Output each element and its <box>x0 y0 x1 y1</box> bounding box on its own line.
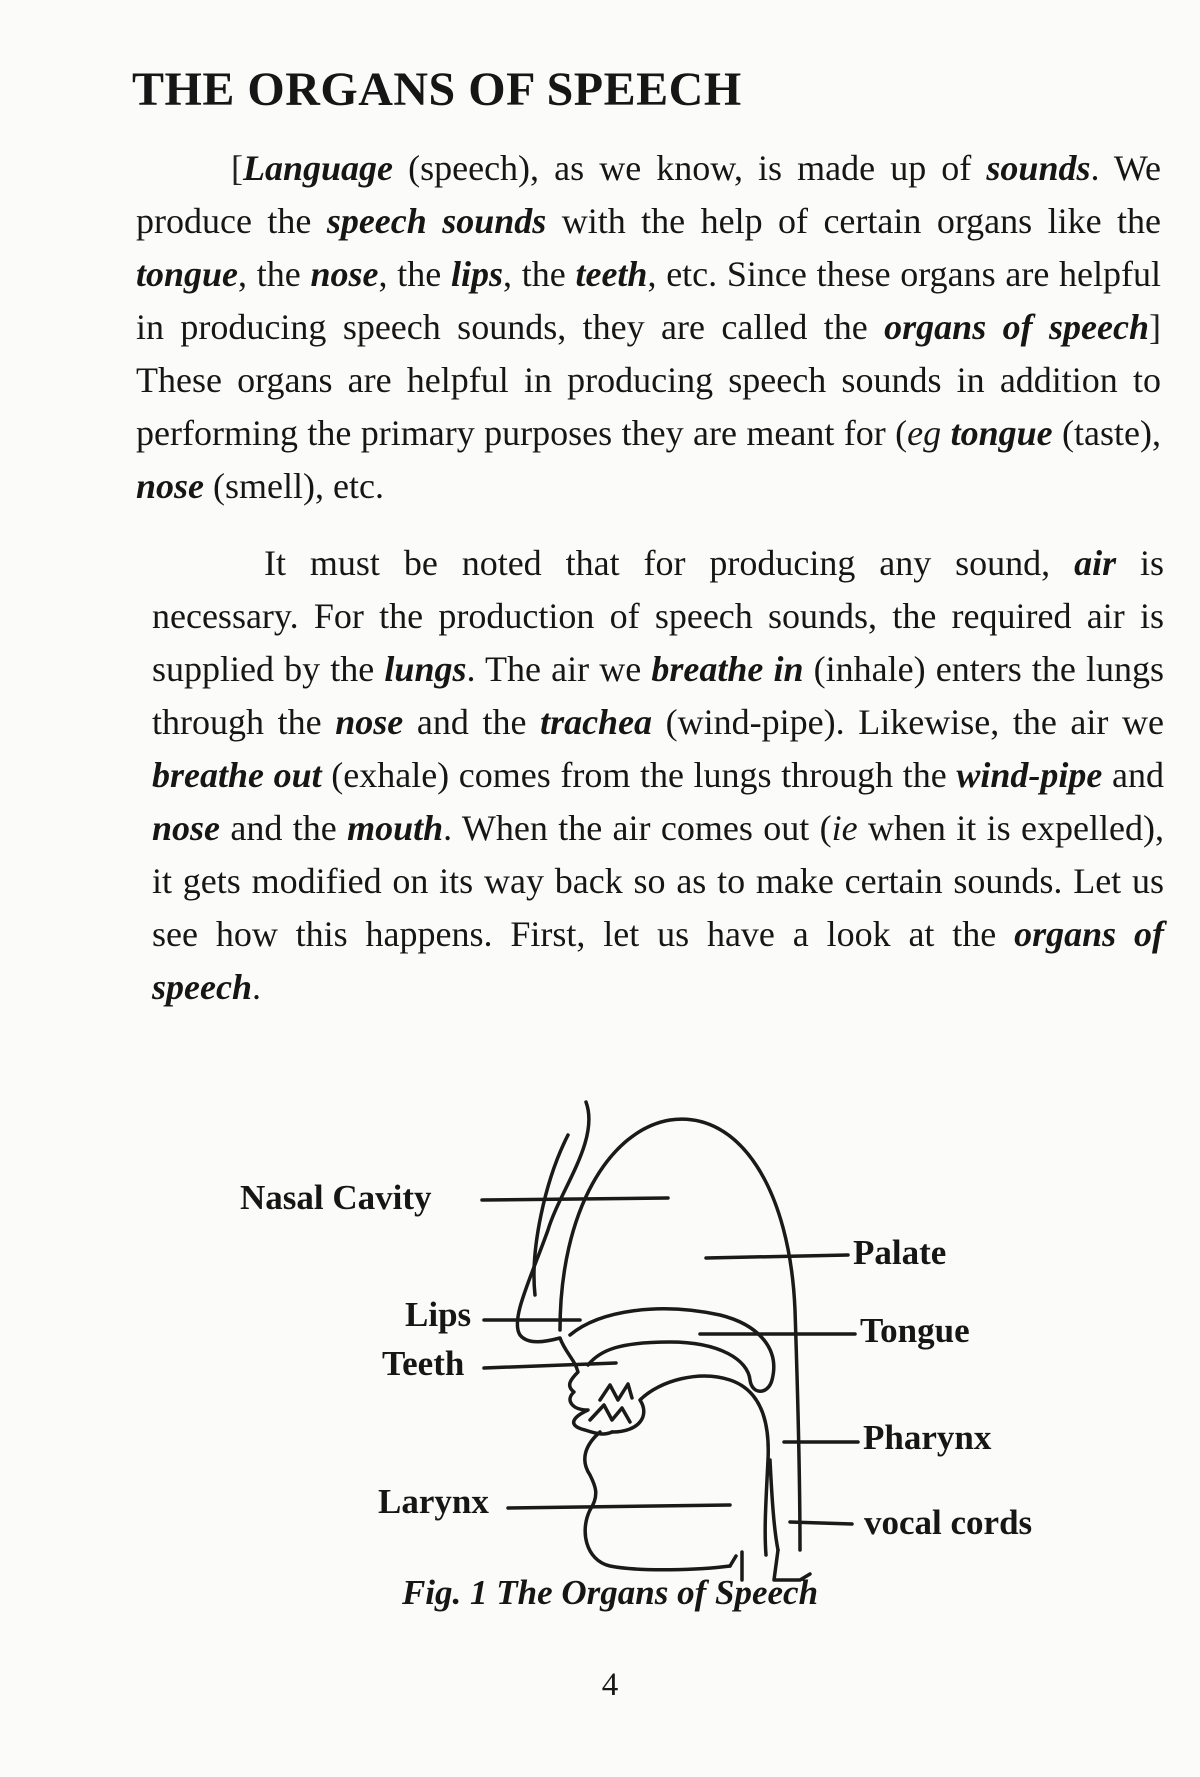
term-breathe-in: breathe in <box>651 649 804 689</box>
teeth-lower <box>590 1405 630 1422</box>
label-lips: Lips <box>405 1295 472 1334</box>
margin-bracket-close: ] <box>1149 307 1161 347</box>
term-nose-exhale: nose <box>152 808 221 848</box>
term-nose-air: nose <box>335 702 404 742</box>
term-nose-smell: nose <box>136 466 205 506</box>
paragraph-air: It must be noted that for producing any sound, air is necessary. For the production of speech sounds, the required air is supplied by the lungs. The air we breathe in (inhale) enters the lungs through the nose and the trachea (wind-pipe). Likewise, the air we breathe out (exhale) comes from the lungs through the wind-pipe and nose and the mouth. When the air comes out (ie when it is expelled), it gets modified on its way back so as to make certain sounds. Let us see how this happens. First, let us have a look at the organs of speech. <box>152 543 1165 1007</box>
paragraph-intro: [Language (speech), as we know, is made up of sounds. We produce the speech sounds with the help of certain organs like the tongue, the nose, the lips, the teeth, etc. Since these organs are helpful in producing speech sounds, they are called the organs of speech] These organs are helpful in producing speech sounds in addition to performing the primary purposes they are meant for (eg tongue (taste), nose (smell), etc. <box>136 148 1162 506</box>
term-wind-pipe: wind-pipe <box>956 755 1103 795</box>
head-diagram <box>0 1080 1200 1640</box>
term-organs-of-speech: organs of speech <box>884 307 1149 347</box>
term-trachea: trachea <box>540 702 653 742</box>
leader-teeth <box>484 1363 616 1368</box>
pharynx-wall <box>770 1460 778 1550</box>
term-mouth: mouth <box>347 808 444 848</box>
abbr-ie: ie <box>831 808 858 848</box>
term-lungs: lungs <box>384 649 467 689</box>
term-speech-sounds: speech sounds <box>326 201 547 241</box>
abbr-eg: eg <box>907 413 942 453</box>
label-palate: Palate <box>853 1233 947 1272</box>
label-nasal-cavity: Nasal Cavity <box>240 1178 432 1217</box>
label-teeth: Teeth <box>382 1344 465 1383</box>
label-vocal-cords: vocal cords <box>864 1503 1033 1542</box>
page-number: 4 <box>601 1667 619 1703</box>
figure-caption: Fig. 1 The Organs of Speech <box>401 1573 819 1612</box>
figure-organs-of-speech <box>0 1080 1200 1640</box>
term-air: air <box>1074 543 1117 583</box>
label-pharynx: Pharynx <box>863 1418 992 1457</box>
leader-vocal-cords <box>790 1522 852 1524</box>
term-lips: lips <box>450 254 503 294</box>
term-tongue-taste: tongue <box>950 413 1053 453</box>
term-tongue: tongue <box>136 254 239 294</box>
label-larynx: Larynx <box>378 1482 489 1521</box>
tongue-shape <box>612 1376 768 1555</box>
teeth-upper <box>600 1384 632 1400</box>
leader-nasal-cavity <box>482 1198 668 1200</box>
term-breathe-out: breathe out <box>152 755 322 795</box>
page-title: THE ORGANS OF SPEECH <box>132 63 742 116</box>
term-organs-of-speech-2: organs of speech <box>152 914 1165 1007</box>
term-sounds: sounds <box>986 148 1091 188</box>
leader-palate <box>706 1255 848 1258</box>
margin-bracket-open: [ <box>231 148 243 188</box>
term-nose: nose <box>310 254 379 294</box>
term-teeth: teeth <box>575 254 648 294</box>
term-language: Language <box>243 148 394 188</box>
palate-shape <box>570 1309 774 1391</box>
label-tongue: Tongue <box>860 1311 970 1350</box>
leader-larynx <box>508 1505 730 1508</box>
jaw-outline <box>585 1432 730 1570</box>
